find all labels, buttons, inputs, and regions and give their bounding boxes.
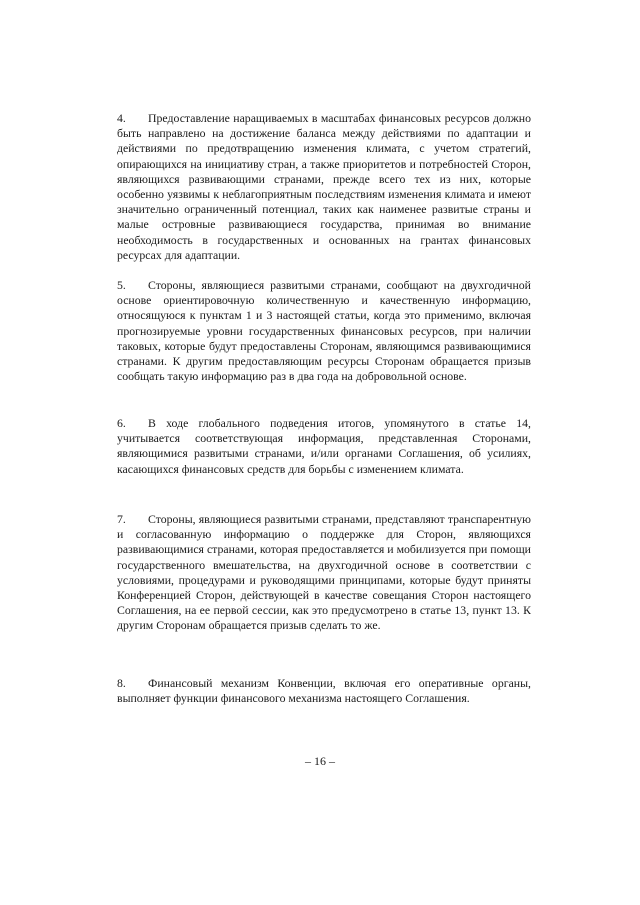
page-number: – 16 – <box>305 754 335 768</box>
paragraph-text: Предоставление наращиваемых в масштабах финансовых ресурсов должно быть направлено на достижение баланса между действиями по адаптации и действиями по предотвращению изменения климата, с учетом стратегий, опирающихся на инициативу стран, а также приоритетов и потребностей Сторон, являющихся развивающими странами, прежде всего тех из них, которые особенно уязвимы к неблагоприятным последствиям изменения климата и имеют значительно ограниченный потенциал, таких как наименее развитые страны и малые островные развивающиеся государства, принимая во внимание необходимость в государственных и основанных на грантах финансовых ресурсах для адаптации. <box>117 111 531 262</box>
paragraph-8 <box>117 676 531 706</box>
paragraph-text: Стороны, являющиеся развитыми странами, представляют транспарентную и согласованную информацию о поддержке для Сторон, являющихся развивающимися странами, которая предоставляется и мобилизуется при помощи государственного вмешательства, на двухгодичной основе в соответствии с условиями, процедурами и руководящими принципами, которые будут приняты Конференцией Сторон, действующей в качестве совещания Сторон настоящего Соглашения, на ее первой сессии, как это предусмотрено в статье 13, пункт 13. К другим Сторонам обращается призыв сделать то же. <box>117 512 531 633</box>
paragraph-4 <box>117 111 531 263</box>
paragraph-6 <box>117 416 531 477</box>
paragraph-text: В ходе глобального подведения итогов, упомянутого в статье 14, учитывается соответствующая информация, представленная Сторонами, являющимися развитыми странами, и/или органами Соглашения, об усилиях, касающихся финансовых средств для борьбы с изменением климата. <box>117 416 531 476</box>
paragraph-number: 8. <box>117 676 126 690</box>
paragraph-5 <box>117 278 531 384</box>
paragraph-number: 4. <box>117 111 126 125</box>
paragraph-text: Стороны, являющиеся развитыми странами, сообщают на двухгодичной основе ориентировочную количественную и качественную информацию, относящуюся к пунктам 1 и 3 настоящей статьи, когда это применимо, включая прогнозируемые уровни государственных финансовых ресурсов, при наличии таковых, которые будут предоставлены Сторонам, являющимся развивающимися странами. К другим предоставляющим ресурсы Сторонам обращается призыв сообщать такую информацию раз в два года на добровольной основе. <box>117 278 531 384</box>
paragraph-number: 6. <box>117 416 126 430</box>
paragraph-number: 7. <box>117 512 126 526</box>
paragraph-text: Финансовый механизм Конвенции, включая его оперативные органы, выполняет функции финансового механизма настоящего Соглашения. <box>117 676 531 706</box>
paragraph-7 <box>117 512 531 634</box>
paragraph-number: 5. <box>117 278 126 292</box>
